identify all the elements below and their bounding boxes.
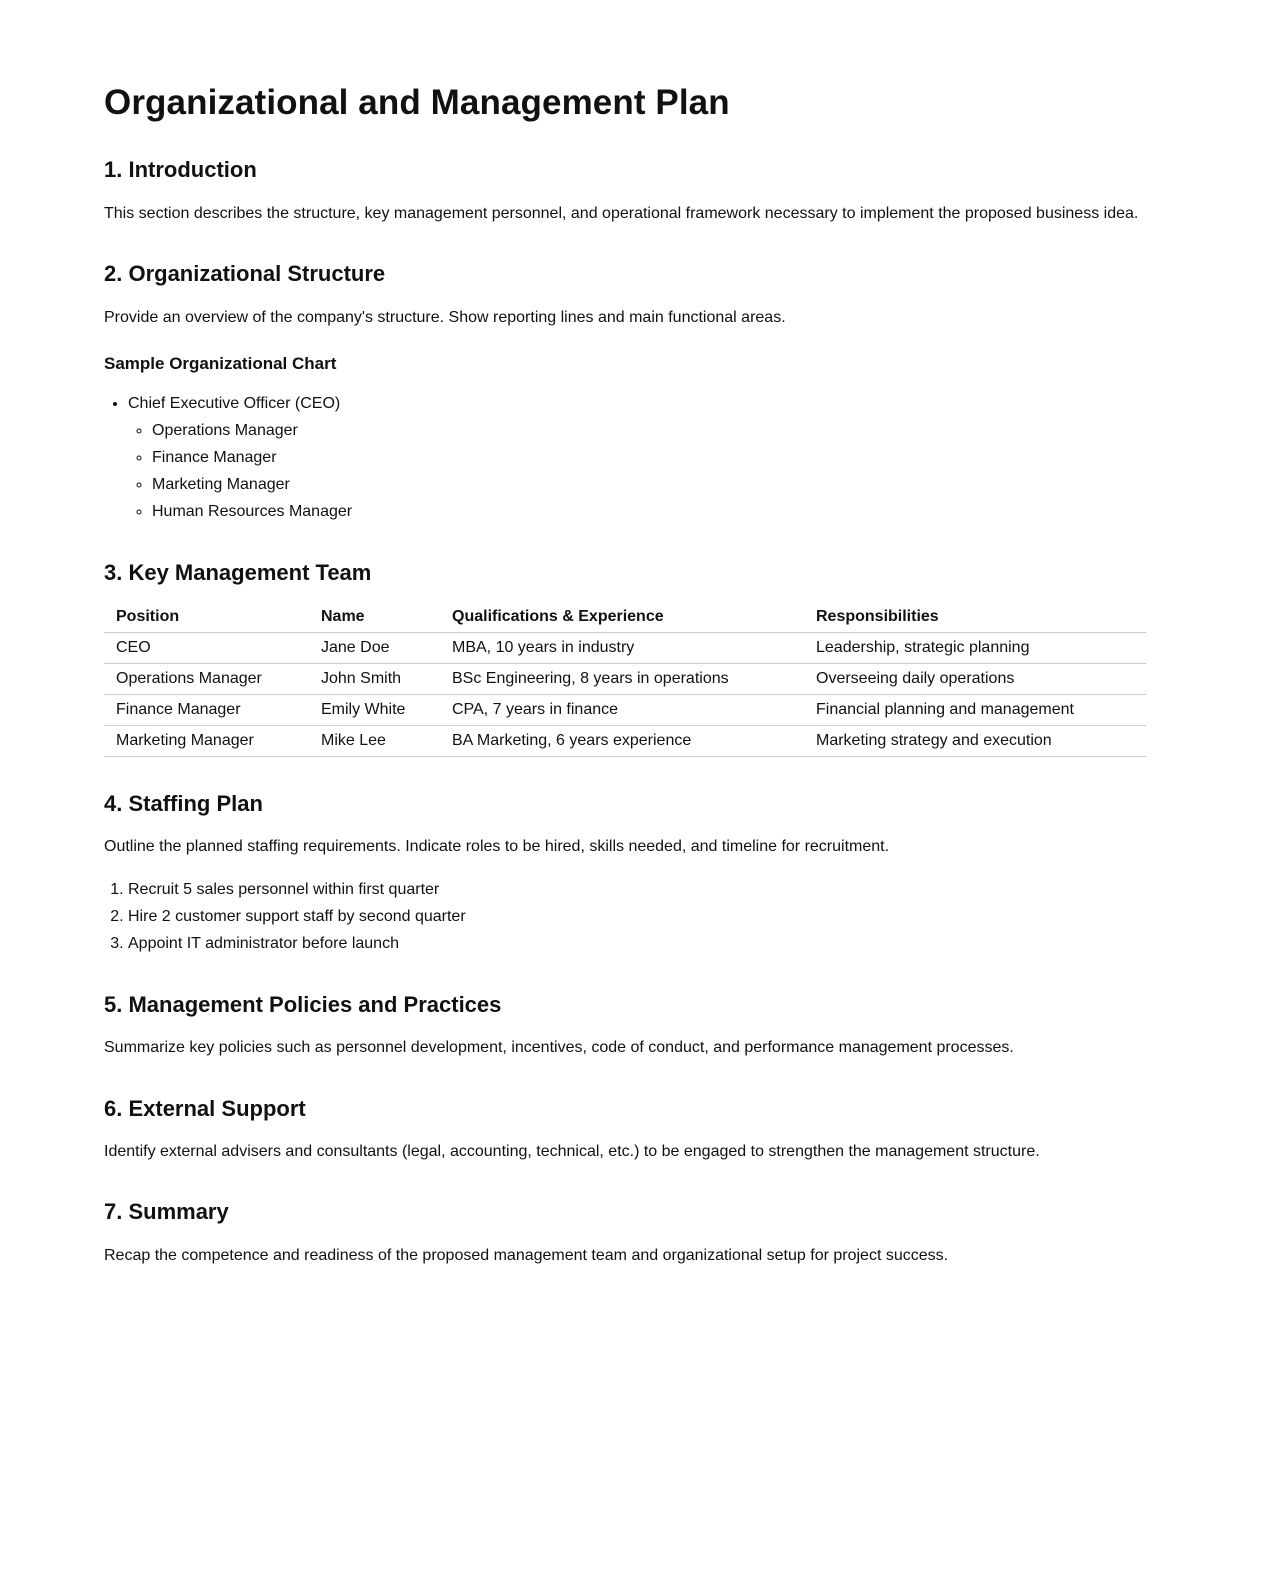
org-chart bbox=[104, 394, 1146, 529]
org-chart-item: ◦ Operations Manager bbox=[152, 421, 1146, 441]
column-header-name: Name bbox=[309, 601, 440, 633]
cell-name: Emily White bbox=[309, 695, 440, 726]
org-structure-text: Provide an overview of the company's structure. Show reporting lines and main functional areas. bbox=[104, 309, 786, 326]
team-table-wrapper bbox=[104, 601, 1146, 757]
table-row bbox=[104, 726, 1146, 757]
column-header-qualifications: Qualifications & Experience bbox=[440, 601, 804, 633]
org-chart-ceo-label: Chief Executive Officer (CEO) bbox=[128, 395, 341, 412]
team-table-header bbox=[104, 601, 1146, 633]
page-title: Organizational and Management Plan bbox=[104, 83, 730, 122]
column-header-responsibilities: Responsibilities bbox=[804, 601, 1146, 633]
team-heading: 3. Key Management Team bbox=[104, 560, 372, 585]
list-item: 1. Recruit 5 sales personnel within first quarter bbox=[128, 880, 1146, 900]
external-heading: 6. External Support bbox=[104, 1096, 306, 1121]
table-row bbox=[104, 695, 1146, 726]
cell-name: Mike Lee bbox=[309, 726, 440, 757]
policies-text: Summarize key policies such as personnel development, incentives, code of conduct, and performance management processes. bbox=[104, 1039, 1014, 1056]
cell-responsibilities: Marketing strategy and execution bbox=[804, 726, 1146, 757]
cell-responsibilities: Financial planning and management bbox=[804, 695, 1146, 726]
cell-qualifications: MBA, 10 years in industry bbox=[440, 633, 804, 664]
cell-position: Operations Manager bbox=[104, 664, 309, 695]
cell-responsibilities: Leadership, strategic planning bbox=[804, 633, 1146, 664]
org-chart-subordinates bbox=[128, 421, 1146, 522]
introduction-text: This section describes the structure, key management personnel, and operational framework necessary to implement the proposed business idea. bbox=[104, 205, 1139, 222]
staffing-heading: 4. Staffing Plan bbox=[104, 791, 263, 816]
external-text: Identify external advisers and consultants (legal, accounting, technical, etc.) to be engaged to strengthen the management structure. bbox=[104, 1143, 1040, 1160]
column-header-position: Position bbox=[104, 601, 309, 633]
org-chart-ceo bbox=[128, 394, 1146, 522]
policies-heading: 5. Management Policies and Practices bbox=[104, 992, 502, 1017]
cell-qualifications: BSc Engineering, 8 years in operations bbox=[440, 664, 804, 695]
cell-position: Marketing Manager bbox=[104, 726, 309, 757]
org-chart-item: ◦ Marketing Manager bbox=[152, 475, 1146, 495]
org-chart-item: ◦ Finance Manager bbox=[152, 448, 1146, 468]
table-row bbox=[104, 633, 1146, 664]
summary-heading: 7. Summary bbox=[104, 1199, 229, 1224]
org-chart-item: ◦ Human Resources Manager bbox=[152, 502, 1146, 522]
introduction-heading: 1. Introduction bbox=[104, 157, 257, 182]
list-item: 2. Hire 2 customer support staff by second quarter bbox=[128, 907, 1146, 927]
cell-responsibilities: Overseeing daily operations bbox=[804, 664, 1146, 695]
staffing-list bbox=[104, 880, 1146, 954]
org-chart-list bbox=[104, 394, 1146, 522]
list-item: 3. Appoint IT administrator before launch bbox=[128, 934, 1146, 954]
staffing-list-wrapper bbox=[104, 880, 1146, 961]
org-chart-heading: Sample Organizational Chart bbox=[104, 354, 337, 373]
cell-qualifications: BA Marketing, 6 years experience bbox=[440, 726, 804, 757]
staffing-text: Outline the planned staffing requirements. Indicate roles to be hired, skills needed, and timeline for recruitment. bbox=[104, 838, 890, 855]
cell-name: John Smith bbox=[309, 664, 440, 695]
cell-position: Finance Manager bbox=[104, 695, 309, 726]
table-row bbox=[104, 664, 1146, 695]
cell-position: CEO bbox=[104, 633, 309, 664]
summary-text: Recap the competence and readiness of the proposed management team and organizational setup for project success. bbox=[104, 1247, 949, 1264]
cell-qualifications: CPA, 7 years in finance bbox=[440, 695, 804, 726]
org-structure-heading: 2. Organizational Structure bbox=[104, 261, 386, 286]
team-table bbox=[104, 601, 1146, 757]
cell-name: Jane Doe bbox=[309, 633, 440, 664]
